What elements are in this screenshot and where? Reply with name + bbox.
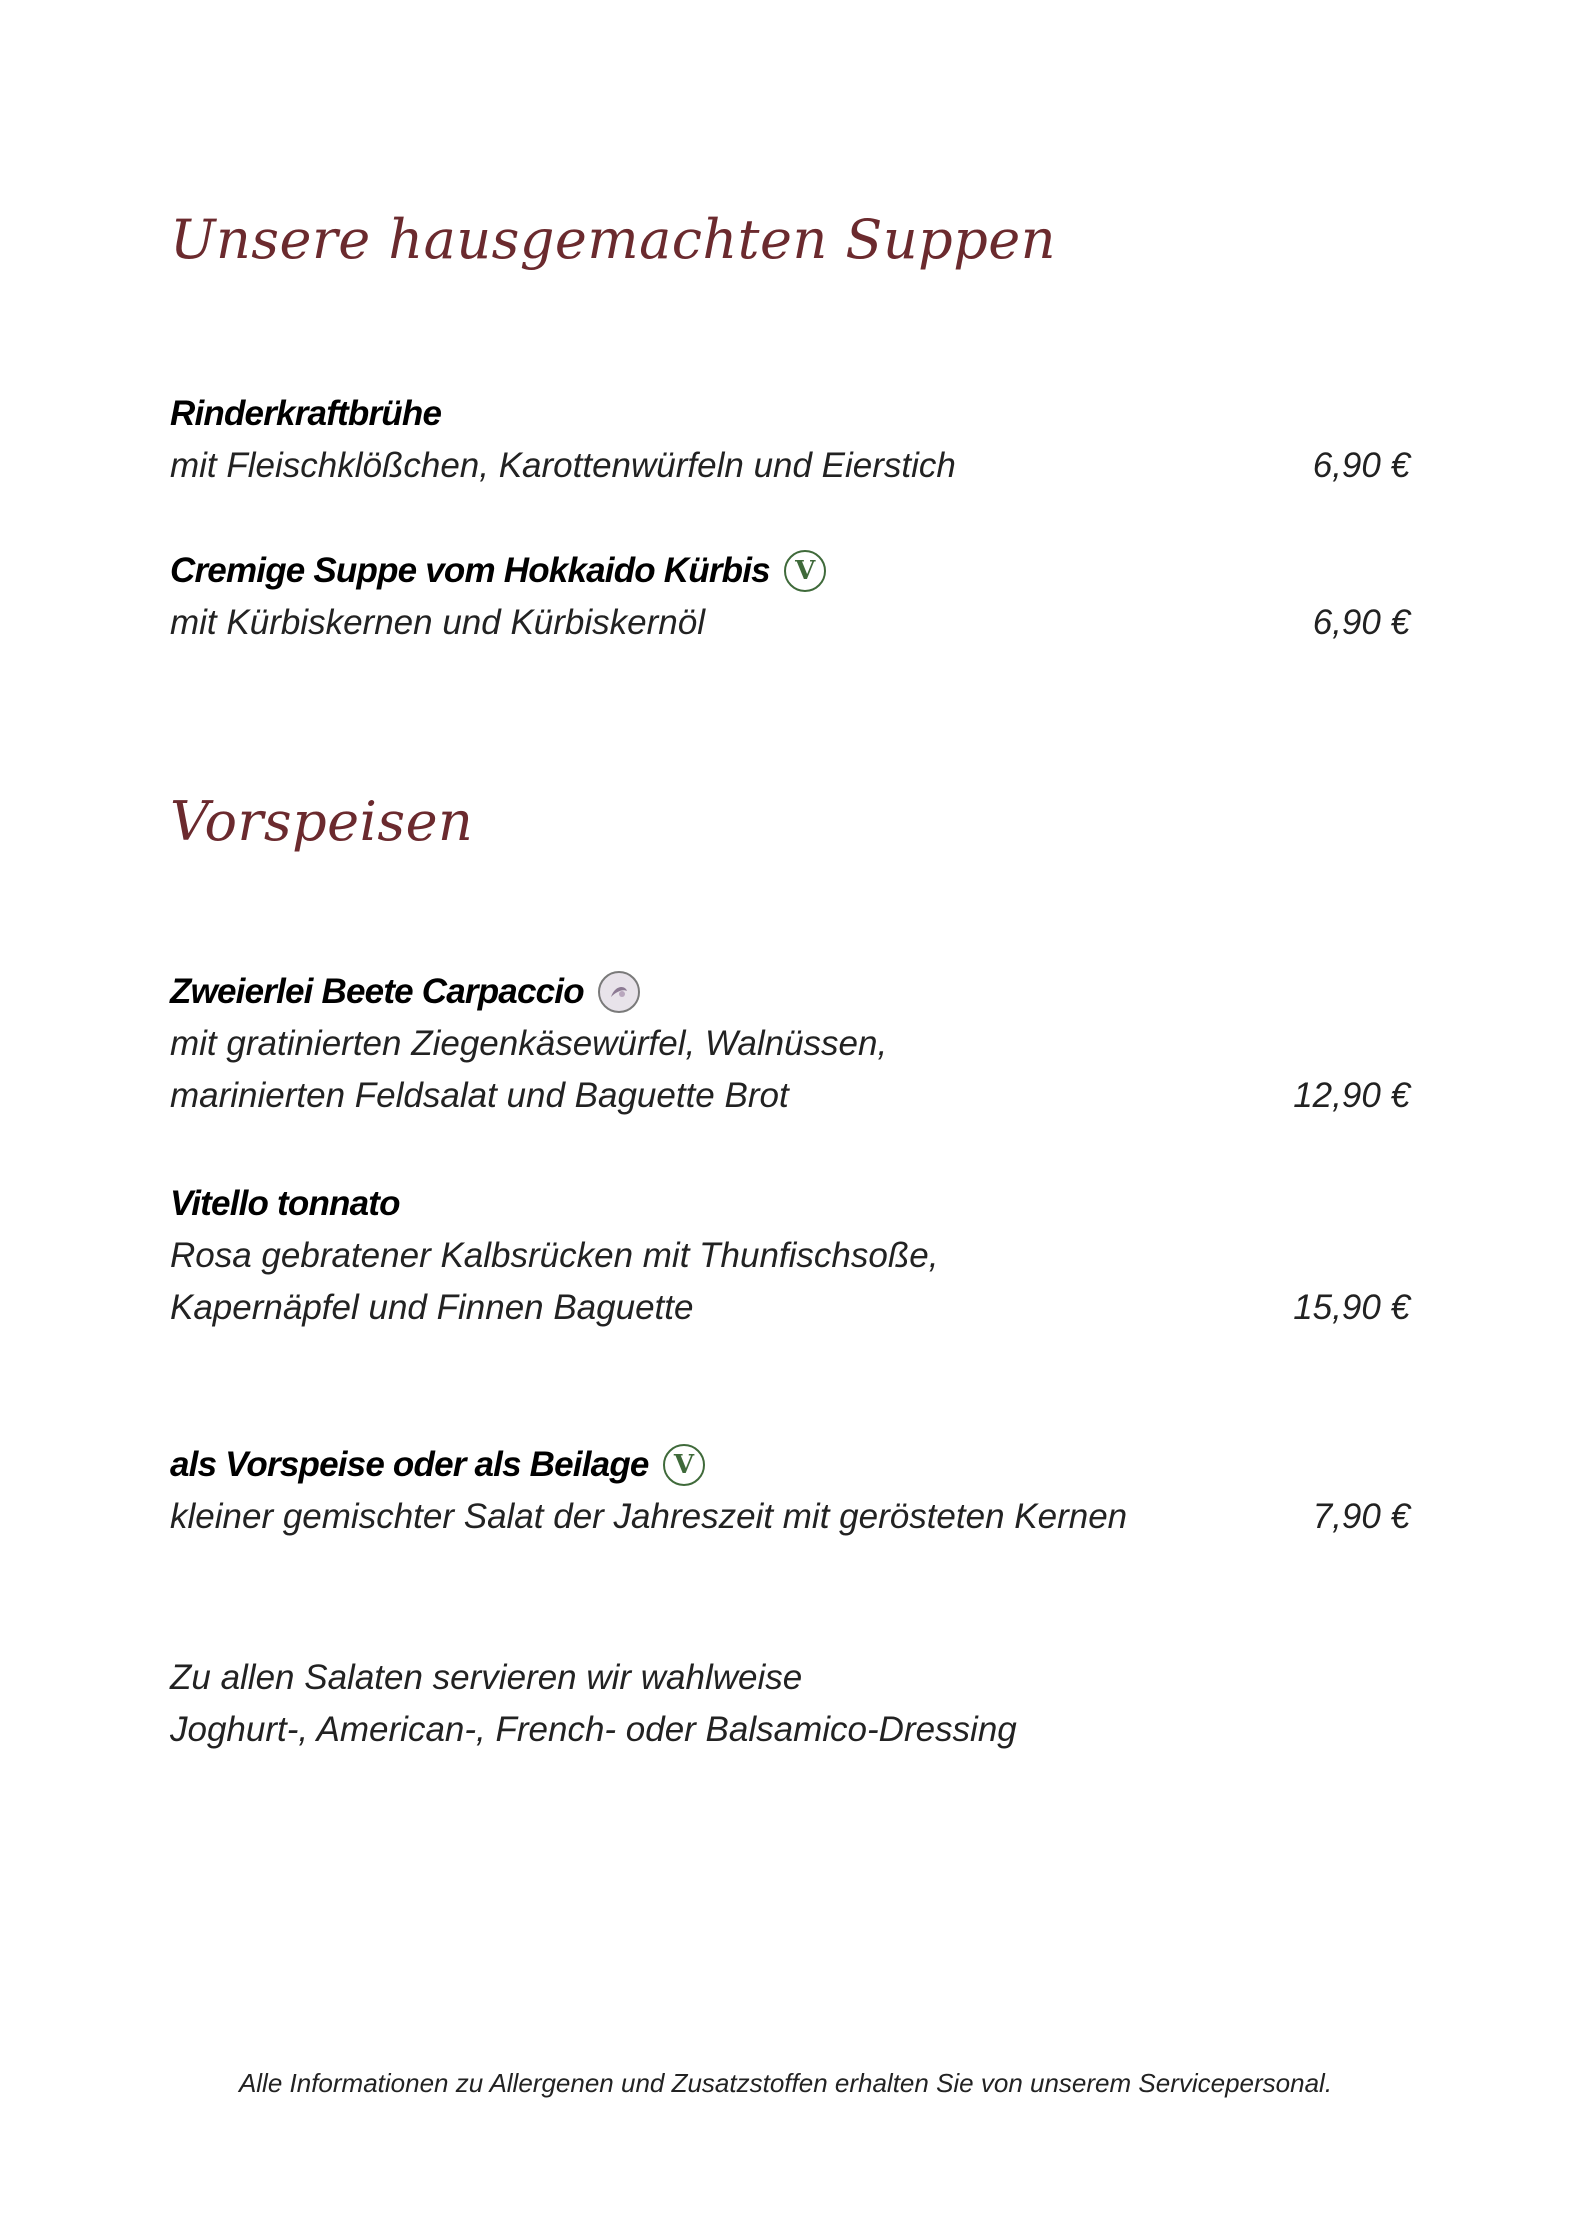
item-price: 6,90 € bbox=[1312, 446, 1410, 485]
item-price: 12,90 € bbox=[1293, 1076, 1410, 1115]
starters-heading: Vorspeisen bbox=[170, 790, 474, 853]
item-description: mit Kürbiskernen und Kürbiskernöl bbox=[170, 603, 705, 642]
item-description: marinierten Feldsalat und Baguette Brot bbox=[170, 1076, 789, 1115]
allergen-footer: Alle Informationen zu Allergenen und Zusatzstoffen erhalten Sie von unserem Servicepersonal. bbox=[238, 2068, 1333, 2098]
item-price: 6,90 € bbox=[1312, 603, 1410, 642]
item-description: kleiner gemischter Salat der Jahreszeit mit gerösteten Kernen bbox=[170, 1497, 1128, 1536]
item-description: Rosa gebratener Kalbsrücken mit Thunfischsoße, bbox=[170, 1236, 939, 1275]
item-name: Zweierlei Beete Carpaccio bbox=[170, 972, 584, 1011]
item-description: Kapernäpfel und Finnen Baguette bbox=[170, 1288, 694, 1327]
item-name: als Vorspeise oder als Beilage bbox=[170, 1445, 649, 1484]
vegetarian-icon bbox=[598, 971, 640, 1013]
menu-item bbox=[170, 1439, 1410, 1543]
dressing-note: Zu allen Salaten servieren wir wahlweise Joghurt-, American-, French- oder Balsamico-Dressing bbox=[170, 1658, 1017, 1749]
item-price: 15,90 € bbox=[1293, 1288, 1410, 1327]
item-name: Vitello tonnato bbox=[170, 1184, 400, 1223]
item-description: mit Fleischklößchen, Karottenwürfeln und Eierstich bbox=[170, 446, 956, 485]
menu-item bbox=[170, 388, 1410, 492]
item-description: mit gratinierten Ziegenkäsewürfel, Walnüssen, bbox=[170, 1024, 888, 1063]
menu-item bbox=[170, 1178, 1410, 1334]
soups-heading: Unsere hausgemachten Suppen bbox=[170, 208, 1057, 271]
menu-item bbox=[170, 545, 1410, 649]
item-name: Cremige Suppe vom Hokkaido Kürbis bbox=[170, 551, 770, 590]
item-price: 7,90 € bbox=[1312, 1497, 1410, 1536]
vegan-icon: V bbox=[784, 550, 826, 592]
menu-item bbox=[170, 966, 1410, 1122]
vegan-icon: V bbox=[663, 1444, 705, 1486]
item-name: Rinderkraftbrühe bbox=[170, 394, 442, 433]
